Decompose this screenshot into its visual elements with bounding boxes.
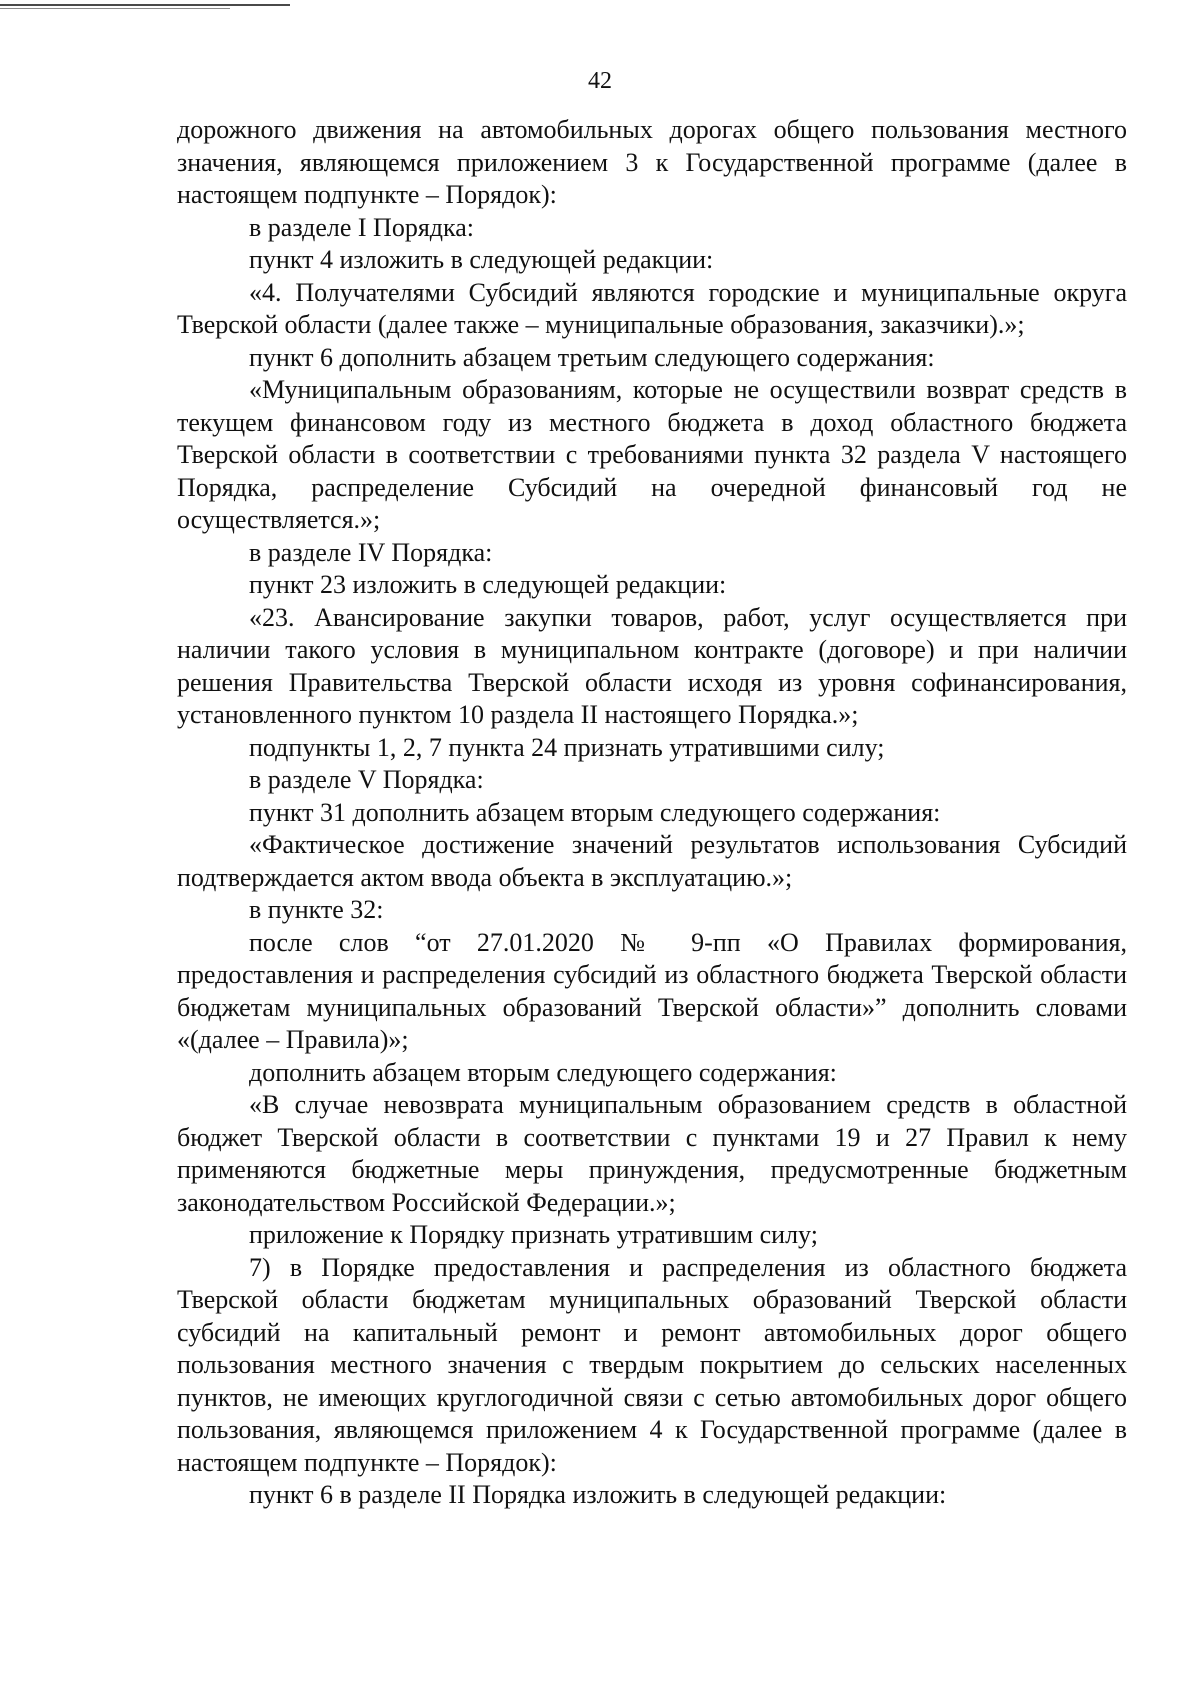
- document-body: [177, 114, 1127, 1512]
- scan-edge-line-secondary: [0, 8, 230, 9]
- page-number: 42: [588, 68, 612, 94]
- paragraph-item-24: подпункты 1, 2, 7 пункта 24 признать утратившими силу;: [249, 732, 885, 762]
- paragraph-item-4-intro: пункт 4 изложить в следующей редакции:: [249, 245, 714, 274]
- paragraph-item-6-section-2: пункт 6 в разделе II Порядка изложить в следующей редакции:: [249, 1480, 947, 1509]
- paragraph-item-31-text: «Фактическое достижение значений результатов использования Субсидий подтверждается актом ввода объекта в эксплуатацию.»;: [177, 830, 1127, 892]
- paragraph-appendix-void: приложение к Порядку признать утратившим силу;: [249, 1220, 818, 1249]
- paragraph-section-4: в разделе IV Порядка:: [249, 537, 493, 567]
- paragraph-item-32-second-intro: дополнить абзацем вторым следующего содержания:: [249, 1057, 837, 1087]
- paragraph-section-5: в разделе V Порядка:: [249, 765, 484, 794]
- paragraph-item-4-text: «4. Получателями Субсидий являются городские и муниципальные округа Тверской области (далее также – муниципальные образования, заказчики).»;: [177, 277, 1127, 339]
- paragraph-continuation: дорожного движения на автомобильных дорогах общего пользования местного значения, являющемся приложением 3 к Государственной программе (далее в настоящем подпункте – Порядок):: [177, 115, 1127, 209]
- paragraph-item-31-intro: пункт 31 дополнить абзацем вторым следующего содержания:: [249, 797, 941, 827]
- paragraph-item-6-intro: пункт 6 дополнить абзацем третьим следующего содержания:: [249, 342, 935, 372]
- paragraph-item-32-second-text: «В случае невозврата муниципальным образованием средств в областной бюджет Тверской области в соответствии с пунктами 19 и 27 Правил к нему применяются бюджетные меры принуждения, предусмотренные бюджетным законодательством Российской Федерации.»;: [177, 1090, 1127, 1217]
- paragraph-item-6-text: «Муниципальным образованиям, которые не осуществили возврат средств в текущем финансовом году из местного бюджета в доход областного бюджета Тверской области в соответствии с требованиями пункта 32 раздела V настоящего Порядка, распределение Субсидий на очередной финансовый год не осуществляется.»;: [177, 375, 1127, 534]
- paragraph-item-32-words: после слов “от 27.01.2020 № 9-пп «О Правилах формирования, предоставления и распределения субсидий из областного бюджета Тверской области бюджетам муниципальных образований Тверской области»” дополнить словами «(далее – Правила)»;: [177, 927, 1127, 1054]
- scan-edge-line: [0, 4, 290, 6]
- paragraph-item-23-text: «23. Авансирование закупки товаров, работ, услуг осуществляется при наличии такого условия в муниципальном контракте (договоре) и при наличии решения Правительства Тверской области исходя из уровня софинансирования, установленного пунктом 10 раздела II настоящего Порядка.»;: [177, 602, 1127, 729]
- paragraph-item-32-intro: в пункте 32:: [249, 895, 384, 924]
- paragraph-subitem-7: 7) в Порядке предоставления и распределения из областного бюджета Тверской области бюджетам муниципальных образований Тверской области субсидий на капитальный ремонт и ремонт автомобильных дорог общего пользования местного значения с твердым покрытием до сельских населенных пунктов, не имеющих круглогодичной связи с сетью автомобильных дорог общего пользования, являющемся приложением 4 к Государственной программе (далее в настоящем подпункте – Порядок):: [177, 1252, 1127, 1477]
- paragraph-item-23-intro: пункт 23 изложить в следующей редакции:: [249, 570, 727, 599]
- paragraph-section-1: в разделе I Порядка:: [249, 212, 475, 242]
